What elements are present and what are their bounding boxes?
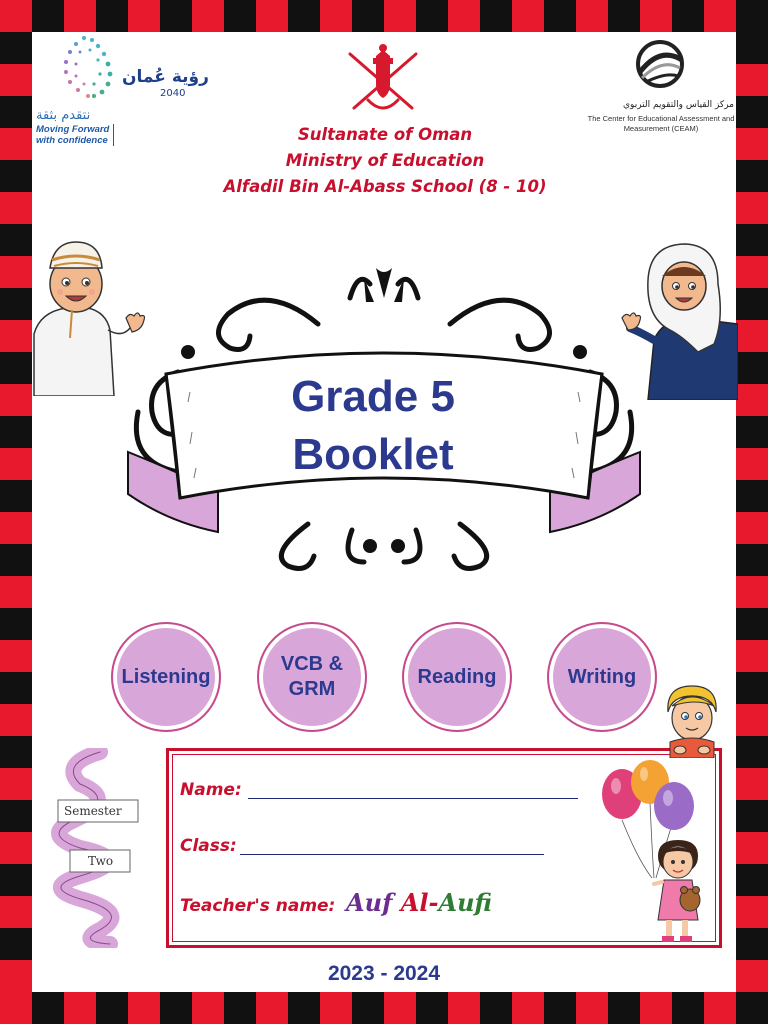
border-square-top — [736, 0, 768, 32]
border-square-left — [0, 928, 32, 960]
border-square-left — [0, 448, 32, 480]
border-square-right — [736, 224, 768, 256]
border-square-top — [608, 0, 640, 32]
border-square-top — [96, 0, 128, 32]
border-square-bottom — [224, 992, 256, 1024]
border-square-bottom — [64, 992, 96, 1024]
border-square-top — [384, 0, 416, 32]
border-square-top — [128, 0, 160, 32]
border-square-top — [320, 0, 352, 32]
teacher-name-part-2: Al- — [400, 888, 439, 917]
border-square-top — [160, 0, 192, 32]
border-square-right — [736, 864, 768, 896]
border-square-top — [704, 0, 736, 32]
border-square-right — [736, 640, 768, 672]
border-square-top — [64, 0, 96, 32]
border-square-left — [0, 864, 32, 896]
skill-circle-reading: Reading — [402, 622, 512, 732]
svg-text:2040: 2040 — [160, 88, 186, 99]
teacher-name-part-3: Aufi — [438, 888, 492, 917]
skill-circle-listening: Listening — [111, 622, 221, 732]
border-square-right — [736, 352, 768, 384]
school-header — [210, 122, 560, 200]
border-square-left — [0, 96, 32, 128]
border-square-left — [0, 224, 32, 256]
border-square-bottom — [320, 992, 352, 1024]
border-square-right — [736, 800, 768, 832]
border-square-left — [0, 704, 32, 736]
class-label: Class: — [180, 836, 237, 856]
border-square-left — [0, 768, 32, 800]
teacher-name-label: Teacher's name: — [180, 896, 336, 916]
border-square-right — [736, 384, 768, 416]
border-square-right — [736, 672, 768, 704]
border-square-top — [416, 0, 448, 32]
border-square-bottom — [32, 992, 64, 1024]
border-square-right — [736, 288, 768, 320]
border-square-bottom — [736, 992, 768, 1024]
border-square-bottom — [0, 992, 32, 1024]
border-square-right — [736, 928, 768, 960]
border-square-top — [352, 0, 384, 32]
class-input-line[interactable] — [240, 854, 544, 855]
border-square-top — [0, 0, 32, 32]
border-square-left — [0, 832, 32, 864]
border-square-top — [512, 0, 544, 32]
border-square-bottom — [640, 992, 672, 1024]
border-square-bottom — [256, 992, 288, 1024]
vision-swirl-icon — [36, 30, 216, 108]
border-square-left — [0, 896, 32, 928]
border-square-bottom — [704, 992, 736, 1024]
border-square-right — [736, 736, 768, 768]
border-square-right — [736, 832, 768, 864]
border-square-left — [0, 32, 32, 64]
border-square-bottom — [576, 992, 608, 1024]
border-square-left — [0, 544, 32, 576]
name-label: Name: — [180, 780, 242, 800]
border-square-bottom — [384, 992, 416, 1024]
border-square-left — [0, 256, 32, 288]
border-square-bottom — [128, 992, 160, 1024]
border-square-right — [736, 768, 768, 800]
semester-number-label: Two — [88, 854, 114, 868]
border-square-right — [736, 544, 768, 576]
border-square-top — [192, 0, 224, 32]
border-square-right — [736, 320, 768, 352]
border-square-right — [736, 256, 768, 288]
oman-national-emblem-icon — [338, 40, 428, 120]
border-square-left — [0, 608, 32, 640]
border-square-left — [0, 800, 32, 832]
semester-ribbon-icon — [40, 748, 160, 948]
girl-with-balloons-illustration — [598, 760, 718, 942]
border-square-right — [736, 704, 768, 736]
border-square-right — [736, 480, 768, 512]
grade-line: Grade 5 — [291, 372, 455, 421]
border-square-left — [0, 736, 32, 768]
border-square-top — [256, 0, 288, 32]
booklet-line: Booklet — [292, 430, 454, 479]
border-square-left — [0, 416, 32, 448]
border-square-right — [736, 448, 768, 480]
skill-circle-writing: Writing — [547, 622, 657, 732]
border-square-left — [0, 576, 32, 608]
vision-tagline-english — [36, 124, 114, 146]
border-square-bottom — [352, 992, 384, 1024]
border-square-left — [0, 672, 32, 704]
border-square-right — [736, 192, 768, 224]
vision-tagline-line2: with confidence — [36, 135, 108, 146]
border-square-left — [0, 384, 32, 416]
country-line: Sultanate of Oman — [297, 125, 473, 144]
border-square-top — [576, 0, 608, 32]
border-square-bottom — [544, 992, 576, 1024]
border-square-right — [736, 512, 768, 544]
ceam-arabic-name: مركز القياس والتقويم التربوي — [623, 100, 734, 110]
border-square-top — [672, 0, 704, 32]
ministry-line: Ministry of Education — [285, 151, 485, 170]
svg-text:رؤية عُمان: رؤية عُمان — [122, 67, 209, 87]
border-square-top — [544, 0, 576, 32]
border-square-right — [736, 896, 768, 928]
border-square-top — [288, 0, 320, 32]
border-square-left — [0, 192, 32, 224]
border-square-bottom — [672, 992, 704, 1024]
skill-circle-vocabulary-grammar: VCB & GRM — [257, 622, 367, 732]
teacher-name-value — [346, 888, 492, 917]
border-square-left — [0, 480, 32, 512]
teacher-name-part-1: Auf — [346, 888, 401, 917]
border-square-right — [736, 576, 768, 608]
border-square-bottom — [416, 992, 448, 1024]
border-square-left — [0, 512, 32, 544]
border-square-right — [736, 160, 768, 192]
border-square-bottom — [480, 992, 512, 1024]
border-square-left — [0, 128, 32, 160]
border-square-bottom — [96, 992, 128, 1024]
vision-tagline-line1: Moving Forward — [36, 124, 110, 135]
name-input-line[interactable] — [248, 798, 578, 799]
ceam-logo — [582, 38, 742, 148]
border-square-bottom — [288, 992, 320, 1024]
border-square-bottom — [160, 992, 192, 1024]
school-name-line: Alfadil Bin Al-Abass School (8 - 10) — [223, 177, 547, 196]
border-square-bottom — [608, 992, 640, 1024]
semester-label: Semester — [64, 804, 122, 818]
ceam-globe-icon — [582, 38, 742, 98]
border-square-top — [224, 0, 256, 32]
border-square-top — [480, 0, 512, 32]
kid-peeking-illustration — [656, 682, 726, 758]
border-square-left — [0, 640, 32, 672]
border-square-top — [640, 0, 672, 32]
academic-year: 2023 - 2024 — [327, 962, 441, 985]
border-square-bottom — [512, 992, 544, 1024]
border-square-left — [0, 160, 32, 192]
oman-vision-2040-logo — [36, 30, 216, 148]
border-square-bottom — [448, 992, 480, 1024]
border-square-left — [0, 960, 32, 992]
border-square-right — [736, 960, 768, 992]
border-square-left — [0, 320, 32, 352]
vision-tagline-arabic: نتقدم بثقة — [36, 108, 91, 123]
booklet-title — [198, 368, 548, 484]
border-square-left — [0, 352, 32, 384]
border-square-right — [736, 608, 768, 640]
border-square-right — [736, 416, 768, 448]
border-square-left — [0, 288, 32, 320]
border-square-top — [448, 0, 480, 32]
ceam-english-name: The Center for Educational Assessment and Measurement (CEAM) — [587, 114, 735, 133]
border-square-bottom — [192, 992, 224, 1024]
border-square-top — [32, 0, 64, 32]
border-square-left — [0, 64, 32, 96]
